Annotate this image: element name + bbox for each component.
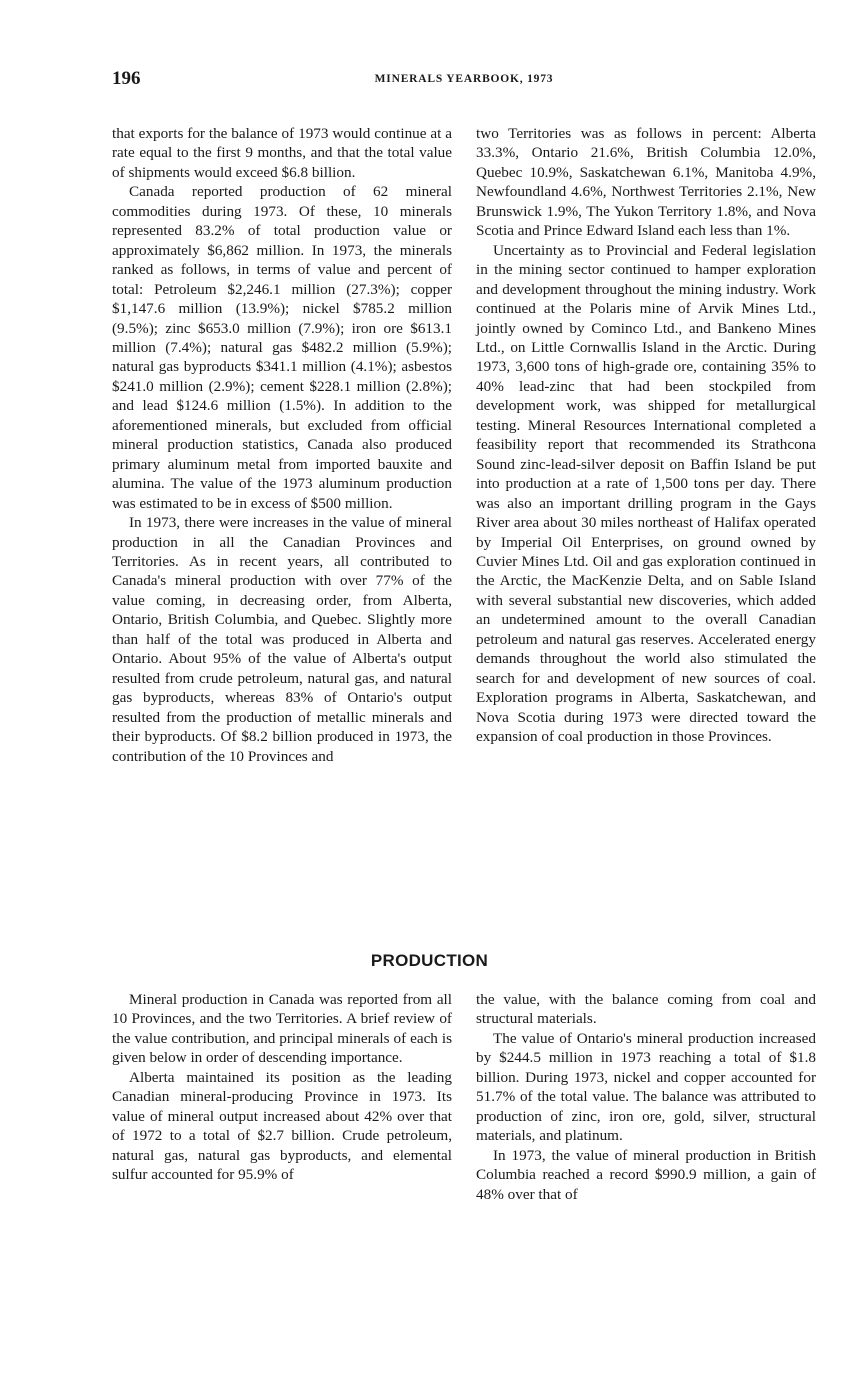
top-right-column bbox=[476, 124, 816, 747]
paragraph: In 1973, the value of mineral production in British Columbia reached a record $990.9 million, a gain of 48% over that of bbox=[476, 1146, 816, 1203]
paragraph: the value, with the balance coming from coal and structural materials. bbox=[476, 991, 816, 1028]
running-head: MINERALS YEARBOOK, 1973 bbox=[374, 73, 554, 85]
production-left-column bbox=[112, 990, 452, 1185]
paragraph: that exports for the balance of 1973 would continue at a rate equal to the first 9 months, and that the total value of shipments would exceed $6.8 billion. bbox=[112, 125, 452, 181]
paragraph: The value of Ontario's mineral production increased by $244.5 million in 1973 reaching a total of $1.8 billion. During 1973, nickel and copper accounted for 51.7% of the total value. The balance was attributed to production of zinc, iron ore, gold, silver, structural materials, and platinum. bbox=[476, 1029, 816, 1145]
page-header bbox=[112, 68, 816, 94]
paragraph: Alberta maintained its position as the leading Canadian mineral-producing Province in 1973. Its value of mineral output increased about 42% over that of 1972 to a total of $2.7 billion. Crude petroleum, natural gas, natural gas byproducts, and elemental sulfur accounted for 95.9% of bbox=[112, 1068, 452, 1184]
top-left-column bbox=[112, 124, 452, 766]
paragraph: Mineral production in Canada was reported from all 10 Provinces, and the two Territories. A brief review of the value contribution, and principal minerals of each is given below in order of descending importance. bbox=[112, 991, 452, 1067]
page-number: 196 bbox=[112, 68, 141, 89]
production-right-column bbox=[476, 990, 816, 1204]
paragraph: Uncertainty as to Provincial and Federal legislation in the mining sector continued to hamper exploration and development throughout the mining industry. Work continued at the Polaris mine of Arvik Mines Ltd., jointly owned by Cominco Ltd., and Bankeno Mines Ltd., on Little Cornwallis Island in the Arctic. During 1973, 3,600 tons of high-grade ore, containing 35% to 40% lead-zinc that had been stockpiled from development work, was shipped for metallurgical testing. Mineral Resources International completed a feasibility report that recommended its Strathcona Sound zinc-lead-silver deposit on Baffin Island be put into production at a rate of 1,500 tons per day. There was also an important drilling program in the Gays River area about 30 miles northeast of Halifax operated by Imperial Oil Enterprises, on ground owned by Cuvier Mines Ltd. Oil and gas exploration continued in the Arctic, the MacKenzie Delta, and on Sable Island with several substantial new discoveries, which added an undetermined amount to the overall Canadian petroleum and natural gas reserves. Accelerated energy demands throughout the world also stimulated the search for and development of new sources of coal. Exploration programs in Alberta, Saskatchewan, and Nova Scotia during 1973 were directed toward the expansion of coal production in those Provinces. bbox=[476, 241, 816, 746]
section-heading-production: PRODUCTION bbox=[370, 951, 489, 970]
paragraph: Canada reported production of 62 mineral commodities during 1973. Of these, 10 minerals represented 83.2% of total production value or approximately $6,862 million. In 1973, the minerals ranked as follows, in terms of value and percent of total: Petroleum $2,246.1 million (27.3%); copper $1,147.6 million (13.9%); nickel $785.2 million (9.5%); zinc $653.0 million (7.9%); iron ore $613.1 million (7.4%); natural gas $482.2 million (5.9%); natural gas byproducts $341.1 million (4.1%); asbestos $241.0 million (2.9%); cement $228.1 million (2.8%); and lead $124.6 million (1.5%). In addition to the aforementioned minerals, but excluded from official mineral production statistics, Canada also produced primary aluminum metal from imported bauxite and alumina. The value of the 1973 aluminum production was estimated to be in excess of $500 million. bbox=[112, 183, 452, 512]
paragraph: two Territories was as follows in percent: Alberta 33.3%, Ontario 21.6%, British Columbia 12.0%, Quebec 10.9%, Saskatchewan 6.1%, Manitoba 4.9%, Newfoundland 4.6%, Northwest Territories 2.1%, New Brunswick 1.9%, The Yukon Territory 1.8%, and Nova Scotia and Prince Edward Island each less than 1%. bbox=[476, 125, 816, 240]
paragraph: In 1973, there were increases in the value of mineral production in all the Canadian Provinces and Territories. As in recent years, all contributed to Canada's mineral production with over 77% of the value coming, in decreasing order, from Alberta, Ontario, British Columbia, and Quebec. Slightly more than half of the total was produced in Alberta and Ontario. About 95% of the value of Alberta's output resulted from crude petroleum, natural gas, and natural gas byproducts, whereas 83% of Ontario's output resulted from the production of metallic minerals and their byproducts. Of $8.2 billion produced in 1973, the contribution of the 10 Provinces and bbox=[112, 514, 452, 765]
